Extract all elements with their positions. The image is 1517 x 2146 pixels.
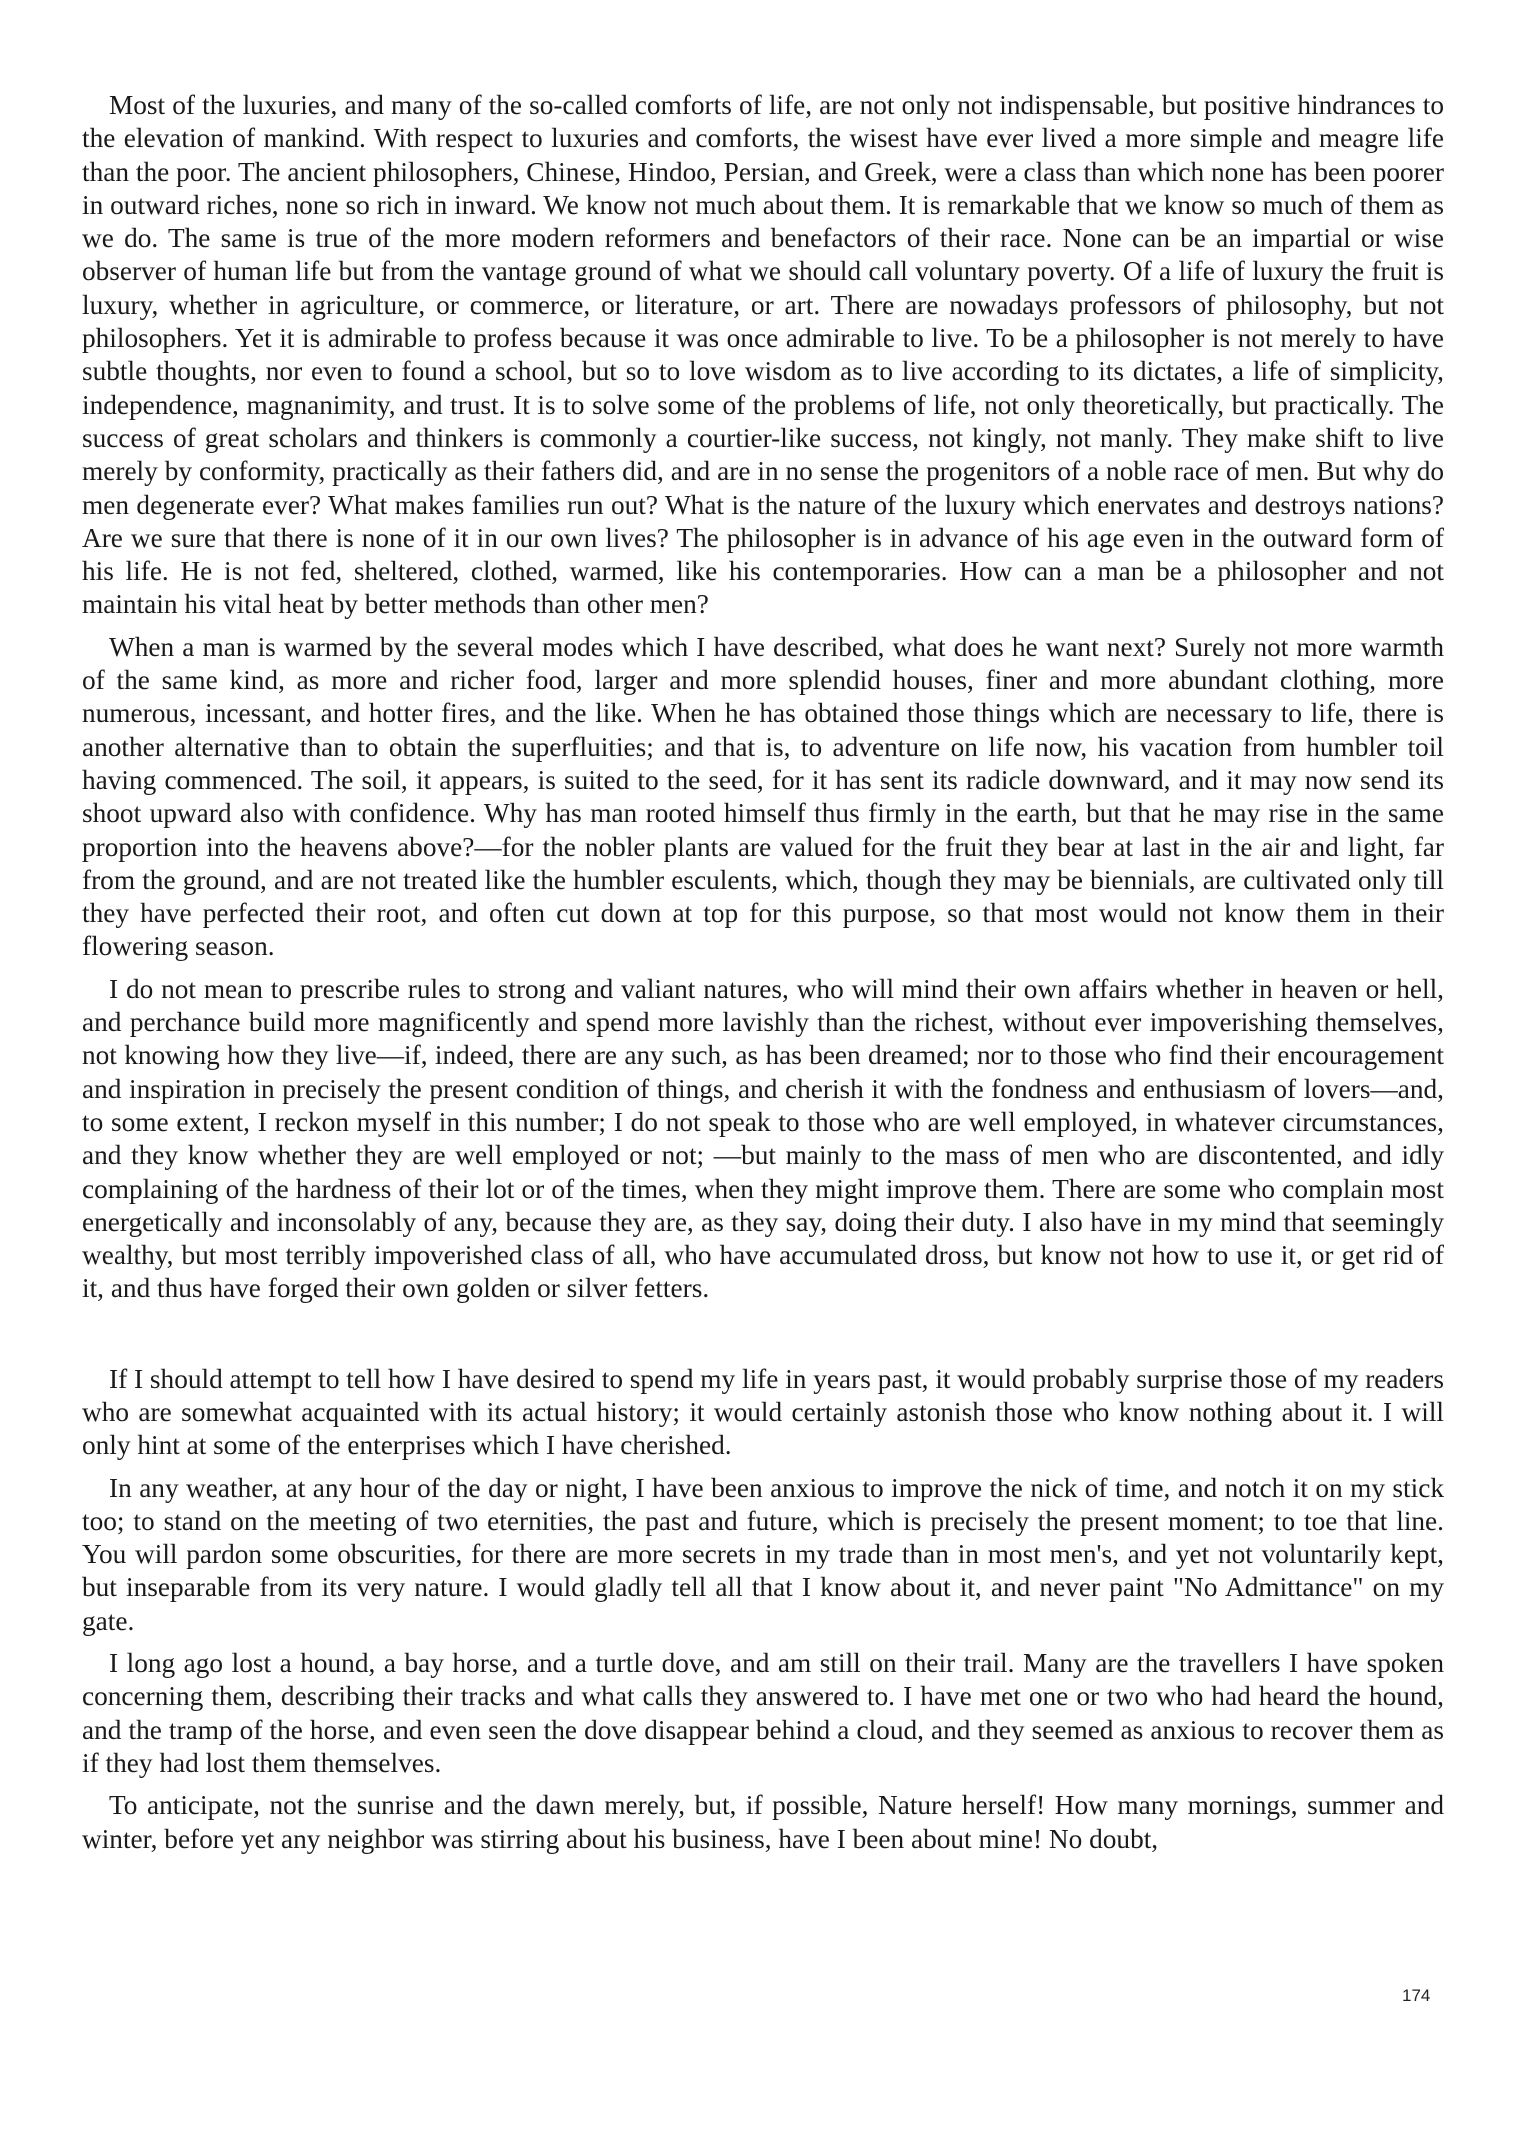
paragraph-warmed: When a man is warmed by the several modes which I have described, what does he want next? Surely not more warmth of the same kind, as more and richer food, larger and more splendid houses, finer and more abundant clothing, more numerous, incessant, and hotter fires, and the like. When he has obtained those things which are necessary to life, there is another alternative than to obtain the superfluities; and that is, to adventure on life now, his vacation from humbler toil having commenced. The soil, it appears, is suited to the seed, for it has sent its radicle downward, and it may now send its shoot upward also with confidence. Why has man rooted himself thus firmly in the earth, but that he may rise in the same proportion into the heavens above?—for the nobler plants are valued for the fruit they bear at last in the air and light, far from the ground, and are not treated like the humbler esculents, which, though they may be biennials, are cultivated only till they have perfected their root, and often cut down at top for this purpose, so that most would not know them in their flowering season. — [82, 631, 1444, 962]
paragraph-lost-hound: I long ago lost a hound, a bay horse, and a turtle dove, and am still on their trail. Many are the travellers I have spoken concerning them, describing their tracks and what calls they answered to. I have met one or two who had heard the hound, and the tramp of the horse, and even seen the dove disappear behind a cloud, and they seemed as anxious to recover them as if they had lost them themselves. — [82, 1648, 1444, 1778]
section-break — [82, 1315, 1444, 1363]
page-number: 174 — [1402, 1986, 1431, 2005]
paragraph-nick-of-time: In any weather, at any hour of the day or night, I have been anxious to improve the nick of time, and notch it on my stick too; to stand on the meeting of two eternities, the past and future, which is precisely the present moment; to toe that line. You will pardon some obscurities, for there are more secrets in my trade than in most men's, and yet not voluntarily kept, but inseparable from its very nature. I would gladly tell all that I know about it, and never paint "No Admittance" on my gate. — [82, 1472, 1444, 1636]
paragraph-valiant-natures: I do not mean to prescribe rules to strong and valiant natures, who will mind their own affairs whether in heaven or hell, and perchance build more magnificently and spend more lavishly than the richest, without ever impoverishing themselves, not knowing how they live—if, indeed, there are any such, as has been dreamed; nor to those who find their encouragement and inspiration in precisely the present condition of things, and cherish it with the fondness and enthusiasm of lovers—and, to some extent, I reckon myself in this number; I do not speak to those who are well employed, in whatever circumstances, and they know whether they are well employed or not; —but mainly to the mass of men who are discontented, and idly complaining of the hardness of their lot or of the times, when they might improve them. There are some who complain most energetically and inconsolably of any, because they are, as they say, doing their duty. I also have in my mind that seemingly wealthy, but most terribly impoverished class of all, who have accumulated dross, but know not how to use it, or get rid of it, and thus have forged their own golden or silver fetters. — [82, 973, 1444, 1304]
page-body — [82, 89, 1444, 1865]
paragraph-spend-my-life: If I should attempt to tell how I have desired to spend my life in years past, it would probably surprise those of my readers who are somewhat acquainted with its actual history; it would certainly astonish those who know nothing about it. I will only hint at some of the enterprises which I have cherished. — [82, 1363, 1444, 1461]
paragraph-anticipate: To anticipate, not the sunrise and the dawn merely, but, if possible, Nature herself! How many mornings, summer and winter, before yet any neighbor was stirring about his business, have I been about mine! No doubt, — [82, 1790, 1444, 1854]
paragraph-luxuries: Most of the luxuries, and many of the so-called comforts of life, are not only not indispensable, but positive hindrances to the elevation of mankind. With respect to luxuries and comforts, the wisest have ever lived a more simple and meagre life than the poor. The ancient philosophers, Chinese, Hindoo, Persian, and Greek, were a class than which none has been poorer in outward riches, none so rich in inward. We know not much about them. It is remarkable that we know so much of them as we do. The same is true of the more modern reformers and benefactors of their race. None can be an impartial or wise observer of human life but from the vantage ground of what we should call voluntary poverty. Of a life of luxury the fruit is luxury, whether in agriculture, or commerce, or literature, or art. There are nowadays professors of philosophy, but not philosophers. Yet it is admirable to profess because it was once admirable to live. To be a philosopher is not merely to have subtle thoughts, nor even to found a school, but so to love wisdom as to live according to its dictates, a life of simplicity, independence, magnanimity, and trust. It is to solve some of the problems of life, not only theoretically, but practically. The success of great scholars and thinkers is commonly a courtier-like success, not kingly, not manly. They make shift to live merely by conformity, practically as their fathers did, and are in no sense the progenitors of a noble race of men. But why do men degenerate ever? What makes families run out? What is the nature of the luxury which enervates and destroys nations? Are we sure that there is none of it in our own lives? The philosopher is in advance of his age even in the outward form of his life. He is not fed, sheltered, clothed, warmed, like his contemporaries. How can a man be a philosopher and not maintain his vital heat by better methods than other men? — [82, 90, 1444, 620]
